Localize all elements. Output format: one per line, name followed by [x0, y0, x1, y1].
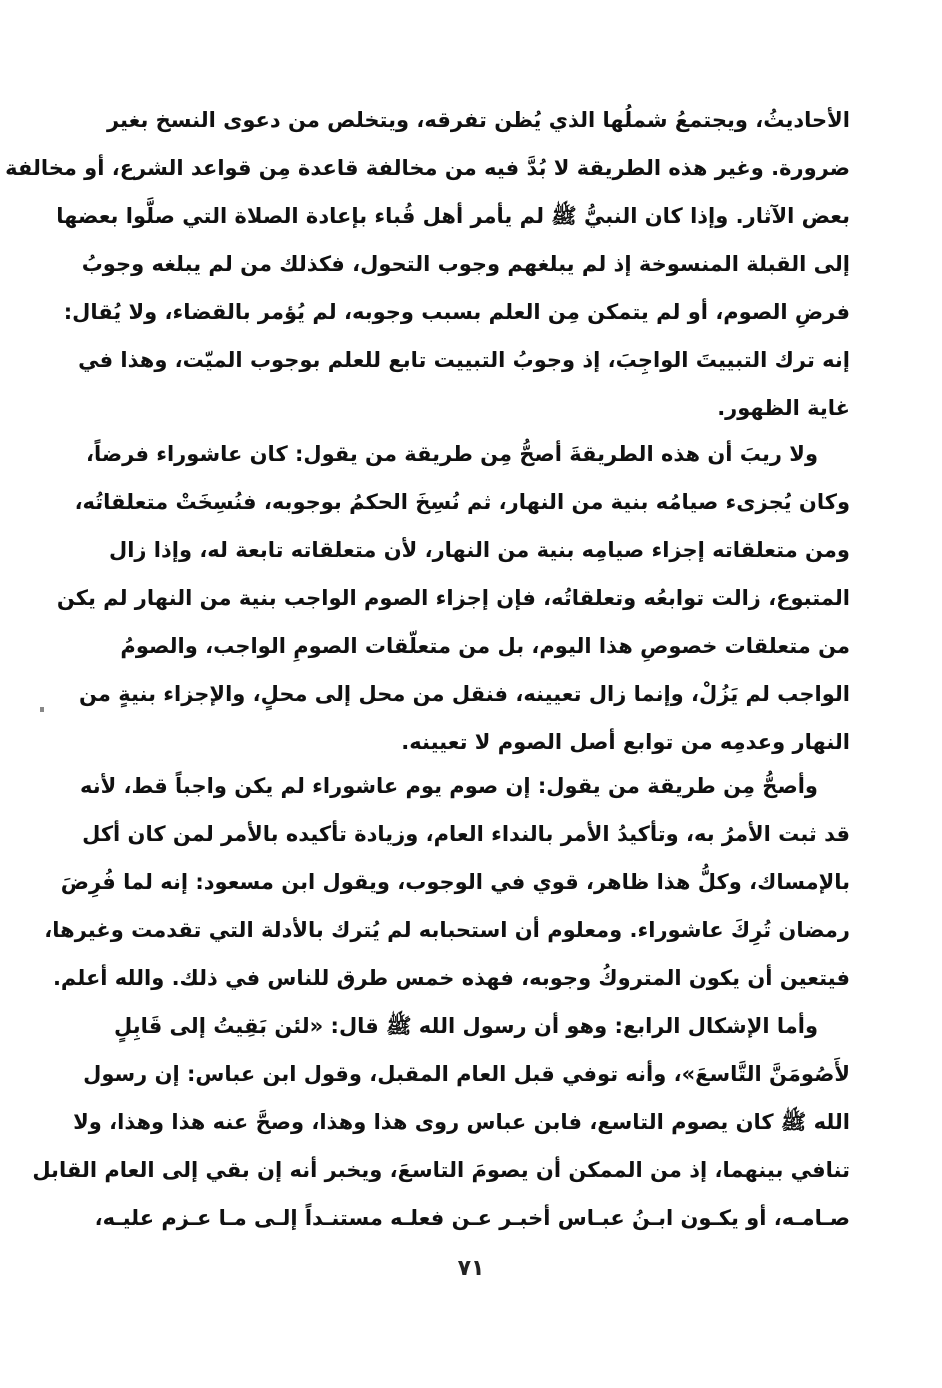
text-line: بعض الآثار. وإذا كان النبيُّ ﷺ لم يأمر أهل قُباء بإعادة الصلاة التي صلَّوا بعضها: [56, 204, 850, 228]
text-line: ضرورة. وغير هذه الطريقة لا بُدَّ فيه من مخالفة قاعدة مِن قواعد الشرع، أو مخالفة: [5, 156, 850, 180]
text-line: تنافي بينهما، إذ من الممكن أن يصومَ التاسعَ، ويخبر أنه إن بقي إلى العام القابل: [32, 1158, 850, 1182]
paragraph-3: [44, 762, 850, 1002]
text-line: فرضِ الصوم، أو لم يتمكن مِن العلم بسبب وجوبه، لم يُؤمر بالقضاء، ولا يُقال:: [63, 300, 850, 324]
text-line: بالإمساك، وكلُّ هذا ظاهر، قوي في الوجوب، ويقول ابن مسعود: إنه لما فُرِضَ: [60, 870, 850, 894]
paragraph-4: [32, 1002, 850, 1242]
page-number: ٧١: [457, 1256, 485, 1281]
text-line: وأما الإشكال الرابع: وهو أن رسول الله ﷺ قال: «لئن بَقِيتُ إلى قَابِلٍ: [113, 1014, 818, 1038]
text-line: ومن متعلقاته إجزاء صيامِه بنية من النهار، لأن متعلقاته تابعة له، وإذا زال: [108, 538, 850, 562]
text-line: المتبوع، زالت توابعُه وتعلقاتُه، فإن إجزاء الصوم الواجب بنية من النهار لم يكن: [56, 586, 850, 610]
paragraph-1: [5, 96, 850, 432]
text-line: فيتعين أن يكون المتروكُ وجوبه، فهذه خمس طرق للناس في ذلك. والله أعلم.: [52, 966, 850, 990]
paragraph-2: [56, 430, 850, 766]
text-line: وكان يُجزىء صيامُه بنية من النهار، ثم نُسِخَ الحكمُ بوجوبه، فنُسِخَتْ متعلقاتُه،: [74, 490, 850, 514]
text-line: النهار وعدمِه من توابع أصل الصوم لا تعيينه.: [401, 730, 850, 754]
text-line: الله ﷺ كان يصوم التاسع، فابن عباس روى هذا وهذا، وصحَّ عنه هذا وهذا، ولا: [73, 1110, 850, 1134]
text-line: غاية الظهور.: [717, 396, 850, 420]
text-line: وأصحُّ مِن طريقة من يقول: إن صوم يوم عاشوراء لم يكن واجباً قط، لأنه: [79, 774, 818, 798]
text-line: ولا ريبَ أن هذه الطريقةَ أصحُّ مِن طريقة من يقول: كان عاشوراء فرضاً،: [85, 442, 818, 466]
text-line: الأحاديثُ، ويجتمعُ شملُها الذي يُظن تفرقه، ويتخلص من دعوى النسخ بغير: [106, 108, 850, 132]
text-line: صـامـه، أو يكـون ابـنُ عبـاس أخبـر عـن فعلـه مستنـداً إلـى مـا عـزم عليـه،: [94, 1206, 850, 1230]
text-line: رمضان تُرِكَ عاشوراء. ومعلوم أن استحبابه لم يُترك بالأدلة التي تقدمت وغيرها،: [44, 918, 850, 942]
text-line: من متعلقات خصوصِ هذا اليوم، بل من متعلّقات الصومِ الواجب، والصومُ: [120, 634, 850, 658]
text-line: قد ثبت الأمرُ به، وتأكيدُ الأمر بالنداء العام، وزيادة تأكيده بالأمر لمن كان أكل: [82, 822, 850, 846]
text-line: الواجب لم يَزُلْ، وإنما زال تعيينه، فنقل من محل إلى محلٍ، والإجزاء بنيةٍ من: [79, 682, 850, 706]
scan-artifact: [40, 707, 44, 712]
text-line: إلى القبلة المنسوخة إذ لم يبلغهم وجوب التحول، فكذلك من لم يبلغه وجوبُ: [81, 252, 850, 276]
text-line: لأَصُومَنَّ التَّاسعَ»، وأنه توفي قبل العام المقبل، وقول ابن عباس: إن رسول: [83, 1062, 850, 1086]
text-line: إنه ترك التبييتَ الواجِبَ، إذ وجوبُ التبييت تابع للعلم بوجوب الميّت، وهذا في: [78, 348, 850, 372]
